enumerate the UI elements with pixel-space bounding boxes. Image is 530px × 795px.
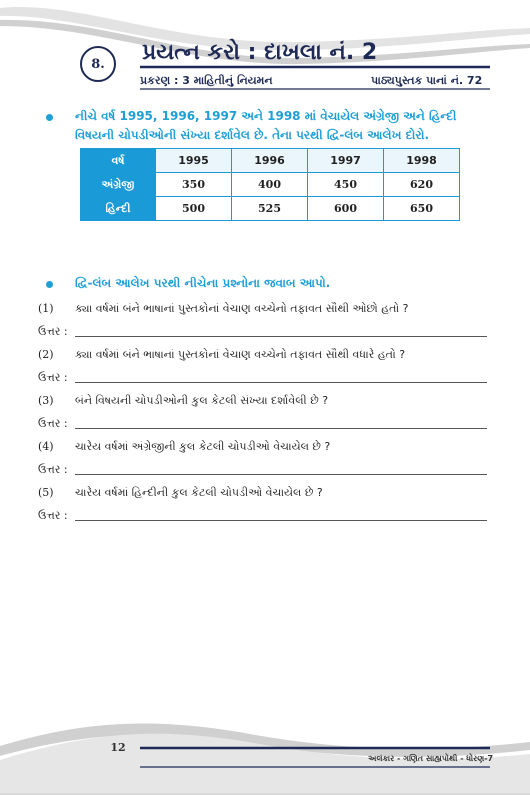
- table-header-label: વર્ષ: [81, 149, 156, 173]
- answer-label: ઉત્તર :: [38, 463, 68, 476]
- answer-line[interactable]: [75, 336, 487, 337]
- table-cell: 620: [384, 173, 460, 197]
- year-header: 1995: [156, 149, 232, 173]
- table-header-row: [81, 149, 460, 173]
- table-cell: 350: [156, 173, 232, 197]
- table-row: [81, 197, 460, 221]
- bullet-icon: [46, 114, 53, 121]
- answer-label: ઉત્તર :: [38, 325, 68, 338]
- table-row: [81, 173, 460, 197]
- question-text: બંને વિષયની ચોપડીઓની કુલ કેટલી સંખ્યા દર્શાવેલી છે ?: [75, 394, 329, 407]
- question-text: ક્યા વર્ષમાં બંને ભાષાનાં પુસ્તકોનાં વેચાણ વચ્ચેનો તફાવત સૌથી વધારે હતો ?: [75, 348, 406, 361]
- bullet-icon: [46, 281, 53, 288]
- year-header: 1996: [232, 149, 308, 173]
- table-cell: 400: [232, 173, 308, 197]
- textbook-page-ref: પાઠ્યપુસ્તક પાનાં નં. 72: [371, 74, 483, 87]
- chapter-label: પ્રકરણ : 3 માહિતીનું નિયમન: [140, 74, 273, 87]
- book-title-footer: અલંકાર - ગણિત સાહ્યપોથી - ધોરણ-7: [368, 754, 494, 763]
- instruction-2: દ્વિ-લંબ આલેખ પરથી નીચેના પ્રશ્નોના જવાબ આપો.: [75, 276, 331, 290]
- question-number: (2): [38, 348, 54, 361]
- question-number: (5): [38, 486, 54, 499]
- table-cell: 650: [384, 197, 460, 221]
- year-header: 1997: [308, 149, 384, 173]
- table-cell: 600: [308, 197, 384, 221]
- sales-table: [80, 148, 460, 221]
- row-label-hindi: હિન્દી: [81, 197, 156, 221]
- question-number: (4): [38, 440, 54, 453]
- question-text: ચારેય વર્ષમાં અંગ્રેજીની કુલ કેટલી ચોપડીઓ વેચાયેલ છે ?: [75, 440, 331, 453]
- question-text: ક્યા વર્ષમાં બંને ભાષાનાં પુસ્તકોનાં વેચાણ વચ્ચેનો તફાવત સૌથી ઓછો હતો ?: [75, 302, 409, 315]
- page-title: પ્રયત્ન કરો : દાખલા નં. 2: [142, 40, 378, 65]
- answer-label: ઉત્તર :: [38, 417, 68, 430]
- year-header: 1998: [384, 149, 460, 173]
- instruction-1: નીચે વર્ષ 1995, 1996, 1997 અને 1998 માં વેચાયેલ અંગ્રેજી અને હિન્દી વિષયની ચોપડીઓની સંખ્યા દર્શાવેલ છે. તેના પરથી દ્વિ-લંબ આલેખ દોરો.: [75, 109, 457, 142]
- exercise-number-badge: 8.: [80, 46, 116, 82]
- answer-label: ઉત્તર :: [38, 509, 68, 522]
- answer-line[interactable]: [75, 520, 487, 521]
- question-number: (3): [38, 394, 54, 407]
- table-cell: 525: [232, 197, 308, 221]
- answer-line[interactable]: [75, 428, 487, 429]
- answer-line[interactable]: [75, 474, 487, 475]
- question-number: (1): [38, 302, 54, 315]
- row-label-english: અંગ્રેજી: [81, 173, 156, 197]
- question-text: ચારેય વર્ષમાં હિન્દીની કુલ કેટલી ચોપડીઓ વેચાયેલ છે ?: [75, 486, 323, 499]
- page-number: 12: [110, 741, 126, 754]
- table-cell: 500: [156, 197, 232, 221]
- answer-line[interactable]: [75, 382, 487, 383]
- answer-label: ઉત્તર :: [38, 371, 68, 384]
- table-cell: 450: [308, 173, 384, 197]
